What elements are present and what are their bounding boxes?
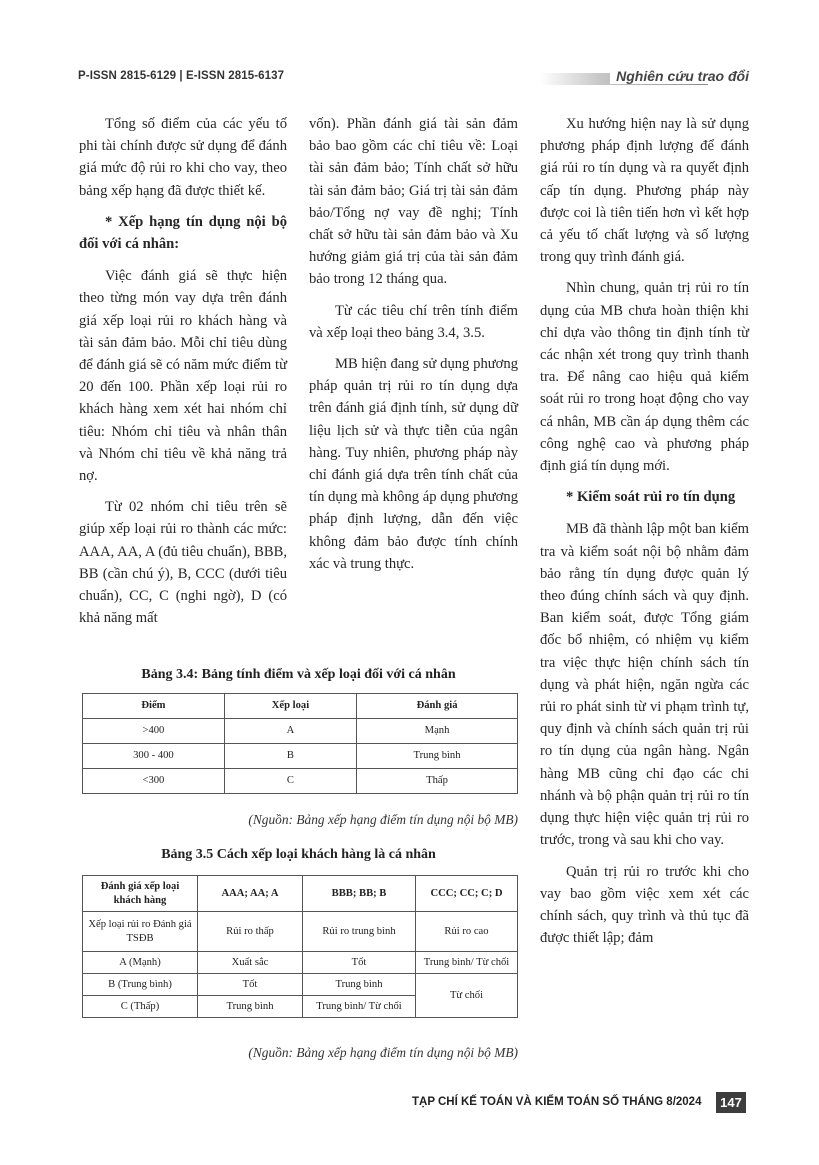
table-cell: Xuất sắc — [198, 952, 303, 974]
page-number: 147 — [716, 1092, 746, 1113]
table-cell: 300 - 400 — [83, 744, 225, 769]
table-cell: C (Thấp) — [83, 996, 198, 1018]
table-3-5-source: (Nguồn: Bảng xếp hạng điểm tín dụng nội bộ MB) — [248, 1045, 518, 1060]
column-2 — [309, 113, 518, 584]
table-cell: Trung bình/ Từ chối — [303, 996, 416, 1018]
paragraph: vốn). Phần đánh giá tài sản đảm bảo bao gồm các chỉ tiêu về: Loại tài sản đảm bảo; Tính chất sở hữu tài sản đảm bảo; Giá trị tài sản đảm bảo/Tổng nợ vay đề nghị; Tính chất sở hữu tài sản đảm bảo và Xu hướng giảm giá trị của tài sản đảm bảo trong 12 tháng qua. — [309, 116, 518, 288]
paragraph: Việc đánh giá sẽ thực hiện theo từng món vay dựa trên đánh giá xếp loại rủi ro khách hàng và tài sản đảm bảo. Mỗi chỉ tiêu dùng để đánh giá sẽ có năm mức điểm từ 20 đến 100. Phần xếp loại rủi ro khách hàng xem xét hai nhóm chỉ tiêu: Nhóm chỉ tiêu và nhân thân và Nhóm chỉ tiêu về khả năng trả nợ. — [79, 268, 287, 485]
table-row — [83, 912, 518, 952]
paragraph: Xu hướng hiện nay là sử dụng phương pháp định lượng để đánh giá rủi ro tín dụng và ra quyết định cấp tín dụng. Phương pháp này được coi là tiên tiến hơn vì kết hợp cả yếu tố chất lượng và số lượng trong quy trình đánh giá. — [540, 116, 749, 266]
table-header-row — [83, 876, 518, 912]
table-header-cell: BBB; BB; B — [303, 876, 416, 912]
table-cell: Từ chối — [416, 974, 518, 1018]
table-cell: Trung bình — [357, 744, 518, 769]
section-title: Nghiên cứu trao đổi — [610, 68, 749, 84]
paragraph: Từ các tiêu chí trên tính điểm và xếp loại theo bảng 3.4, 3.5. — [309, 302, 518, 341]
table-3-4 — [82, 693, 518, 794]
table-header-cell: Điểm — [83, 694, 225, 719]
table-corner-cell: Đánh giá xếp loại khách hàng — [83, 876, 198, 912]
subheading: * Kiểm soát rủi ro tín dụng — [566, 489, 736, 506]
table-3-4-caption: Bảng 3.4: Bảng tính điểm và xếp loại đối với cá nhân — [141, 667, 456, 682]
table-cell: Trung bình/ Từ chối — [416, 952, 518, 974]
table-row — [83, 974, 518, 996]
issn-line: P-ISSN 2815-6129 | E-ISSN 2815-6137 — [78, 70, 285, 82]
table-cell: Trung bình — [198, 996, 303, 1018]
table-header-cell: AAA; AA; A — [198, 876, 303, 912]
table-row — [83, 769, 518, 794]
table-cell: B — [224, 744, 356, 769]
table-cell: Tốt — [198, 974, 303, 996]
table-3-5-caption: Bảng 3.5 Cách xếp loại khách hàng là cá nhân — [161, 847, 436, 862]
table-3-4-source: (Nguồn: Bảng xếp hạng điểm tín dụng nội bộ MB) — [248, 812, 518, 827]
table-header-cell: Đánh giá — [357, 694, 518, 719]
table-cell: <300 — [83, 769, 225, 794]
paragraph: Quản trị rủi ro trước khi cho vay bao gồm việc xem xét các chính sách, quy trình và thủ tục đã được thiết lập; đảm — [540, 863, 749, 947]
column-3 — [540, 113, 749, 958]
table-row — [83, 719, 518, 744]
paragraph: Từ 02 nhóm chỉ tiêu trên sẽ giúp xếp loại rủi ro thành các mức: AAA, AA, A (đủ tiêu chuẩn), BBB, BB (cần chú ý), B, CCC (dưới tiêu chuẩn), CC, C (nghi ngờ), D (có khả năng mất — [79, 499, 287, 627]
table-cell: Thấp — [357, 769, 518, 794]
table-cell: C — [224, 769, 356, 794]
table-cell: Rủi ro thấp — [198, 912, 303, 952]
table-cell: Rủi ro trung bình — [303, 912, 416, 952]
table-header-cell: Xếp loại — [224, 694, 356, 719]
paragraph: Tổng số điểm của các yếu tố phi tài chính được sử dụng để đánh giá mức độ rủi ro khi cho vay, theo bảng xếp hạng đã được thiết kế. — [79, 116, 287, 199]
table-cell: Rủi ro cao — [416, 912, 518, 952]
table-header-cell: CCC; CC; C; D — [416, 876, 518, 912]
table-row — [83, 952, 518, 974]
journal-footer: TẠP CHÍ KẾ TOÁN VÀ KIỂM TOÁN SỐ THÁNG 8/2024 — [412, 1096, 702, 1108]
paragraph: Nhìn chung, quản trị rủi ro tín dụng của MB chưa hoàn thiện khi chỉ dựa vào thông tin định tính từ các nhận xét trong quy trình thanh tra. Để nâng cao hiệu quả kiểm soát rủi ro trong hoạt động cho vay cá nhân, MB cần áp dụng thêm các công nghệ cao và phương pháp định giá tín dụng mới. — [540, 280, 749, 475]
table-row — [83, 744, 518, 769]
paragraph: MB hiện đang sử dụng phương pháp quản trị rủi ro tín dụng dựa trên đánh giá định tính, sử dụng dữ liệu lịch sử và thực tiễn của ngân hàng. Tuy nhiên, phương pháp này chỉ đánh giá dựa trên tính chất của tín dụng mà không áp dụng phương pháp định lượng, dẫn đến việc không đảm bảo được tính chính xác và trung thực. — [309, 356, 518, 572]
table-3-5 — [82, 875, 518, 1018]
table-cell: >400 — [83, 719, 225, 744]
table-cell: A (Mạnh) — [83, 952, 198, 974]
table-cell: Trung bình — [303, 974, 416, 996]
table-cell: A — [224, 719, 356, 744]
column-1 — [79, 113, 287, 638]
table-cell: Xếp loại rủi ro Đánh giá TSĐB — [83, 912, 198, 952]
table-cell: B (Trung bình) — [83, 974, 198, 996]
table-cell: Mạnh — [357, 719, 518, 744]
table-header-row — [83, 694, 518, 719]
subheading: * Xếp hạng tín dụng nội bộ đối với cá nhân: — [79, 213, 287, 253]
table-cell: Tốt — [303, 952, 416, 974]
paragraph: MB đã thành lập một ban kiểm tra và kiểm soát nội bộ nhằm đảm bảo rằng tín dụng được quản lý theo đúng chính sách và quy định. Ban kiểm soát, được Tổng giám đốc bổ nhiệm, có nhiệm vụ kiểm tra việc thực hiện chính sách tín dụng và phát hiện, ngăn ngừa các rủi ro phát sinh từ vi phạm trình tự, quy định và chính sách quản trị rủi ro tín dụng của ngân hàng. Ngân hàng MB cũng chỉ đạo các chi nhánh và bộ phận quản trị rủi ro tín dụng thực hiện việc quản trị rủi ro trước, trong và sau khi cho vay. — [540, 521, 749, 849]
